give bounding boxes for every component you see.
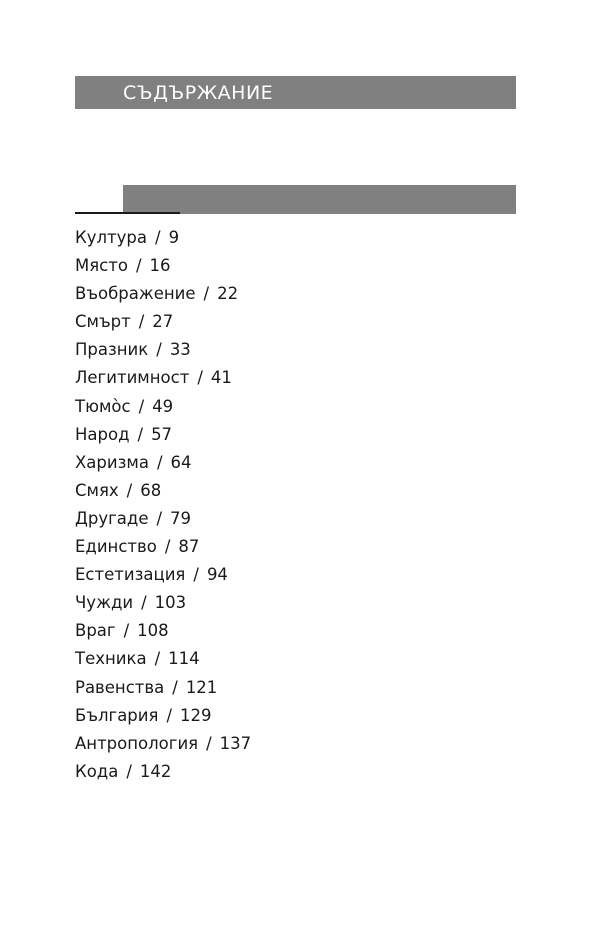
toc-separator: / [137,424,144,444]
toc-entry-title: Въображение [75,284,196,304]
toc-separator: / [156,508,163,528]
section-bar [123,185,516,214]
toc-entry [75,621,251,649]
toc-entry [75,706,251,734]
toc-entry-page: 16 [149,256,171,276]
toc-entry-title: Място [75,256,128,276]
toc-entry-page: 108 [137,621,169,641]
divider-rule [75,212,180,214]
toc-separator: / [123,621,130,641]
header-bar [75,76,516,109]
toc-entry [75,734,251,762]
toc-entry [75,678,251,706]
toc-entry-title: Смях [75,480,119,500]
toc-separator: / [135,256,142,276]
toc-entry-page: 114 [168,649,200,669]
toc-entry-title: Техника [75,649,147,669]
toc-entry [75,368,251,396]
toc-entry-page: 79 [170,508,192,528]
toc-separator: / [166,705,172,725]
toc-separator: / [197,368,203,388]
toc-entry-title: Антропология [75,733,199,753]
table-of-contents [75,228,251,790]
toc-separator: / [206,733,212,753]
toc-entry-title: Другаде [75,508,149,528]
toc-entry-title: Народ [75,424,130,444]
toc-entry [75,228,251,256]
toc-entry [75,481,251,509]
toc-entry-page: 22 [217,284,239,304]
toc-separator: / [172,677,178,697]
toc-entry [75,312,251,340]
toc-entry [75,284,251,312]
toc-entry-title: Легитимност [75,368,190,388]
toc-entry-page: 68 [140,480,162,500]
toc-entry-title: Празник [75,340,149,360]
toc-entry [75,509,251,537]
toc-entry-title: Равенства [75,677,165,697]
toc-entry [75,425,251,453]
toc-entry-title: Естетизация [75,565,186,585]
toc-separator: / [138,396,145,416]
toc-entry-title: Единство [75,537,157,557]
toc-entry-title: Харизма [75,452,149,472]
toc-entry-page: 142 [139,761,172,781]
toc-entry [75,593,251,621]
toc-entry-page: 87 [178,537,200,557]
toc-entry-title: Чужди [75,593,134,613]
toc-entry-page: 41 [210,368,232,388]
toc-separator: / [141,593,147,613]
toc-entry-page: 9 [168,228,180,247]
toc-separator: / [155,228,161,247]
toc-entry [75,537,251,565]
toc-entry [75,453,251,481]
toc-separator: / [126,761,132,781]
toc-entry-page: 129 [180,705,212,725]
toc-separator: / [156,340,162,360]
toc-entry [75,762,251,790]
toc-entry-page: 94 [206,565,228,585]
toc-entry-page: 49 [152,396,174,416]
page-title: СЪДЪРЖАНИЕ [123,82,274,104]
toc-entry-title: Кода [75,761,119,781]
toc-separator: / [156,452,163,472]
toc-separator: / [138,312,145,332]
toc-entry-title: Тюмòс [75,396,131,416]
toc-entry-title: Враг [75,621,116,641]
toc-entry [75,649,251,677]
toc-entry [75,565,251,593]
toc-entry-page: 57 [151,424,173,444]
toc-separator: / [154,649,161,669]
toc-entry-title: Култура [75,228,147,247]
toc-entry-page: 137 [219,733,252,753]
toc-separator: / [193,565,199,585]
toc-entry-page: 33 [169,340,191,360]
toc-separator: / [164,537,171,557]
toc-entry [75,340,251,368]
toc-entry-page: 64 [170,452,192,472]
toc-entry [75,256,251,284]
toc-separator: / [126,480,133,500]
toc-entry-title: България [75,705,159,725]
toc-separator: / [203,284,210,304]
toc-entry-title: Смърт [75,312,131,332]
toc-entry-page: 103 [154,593,187,613]
toc-entry-page: 121 [185,677,218,697]
toc-entry [75,397,251,425]
toc-entry-page: 27 [152,312,174,332]
